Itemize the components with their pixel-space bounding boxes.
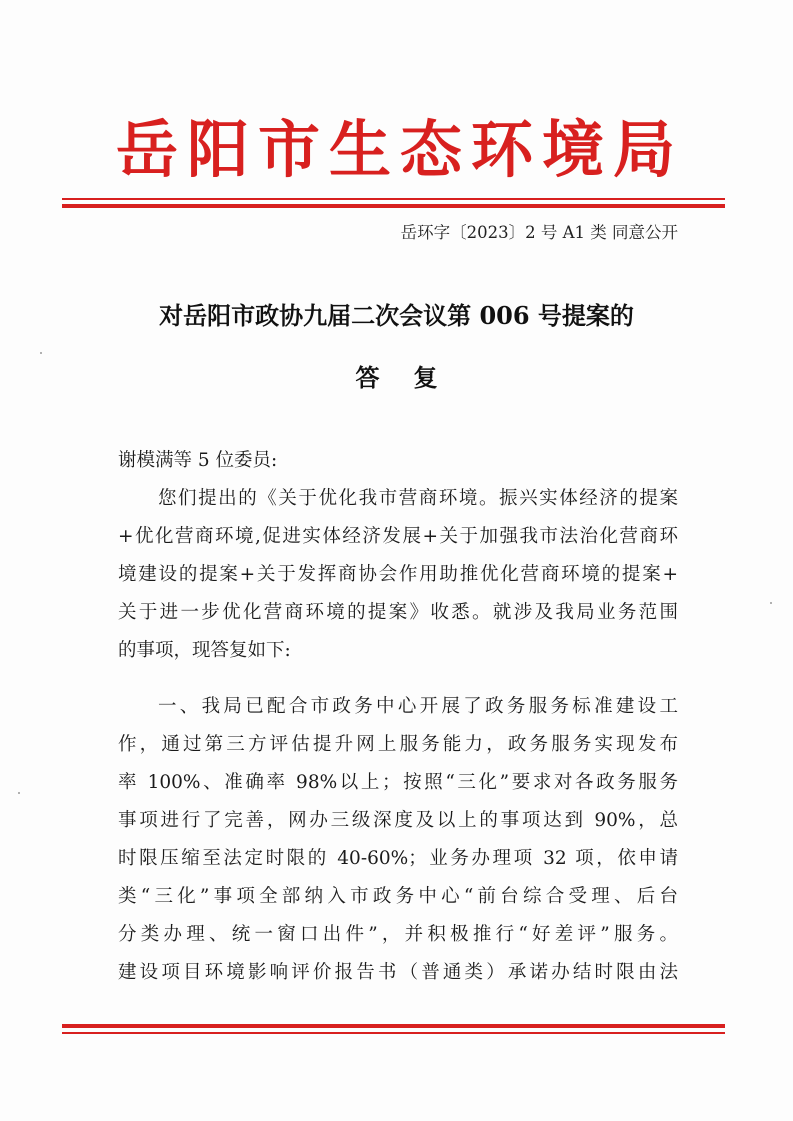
paragraph-1-line: 境建设的提案+关于发挥商协会作用助推优化营商环境的提案+	[118, 564, 678, 585]
paragraph-2-line: 事项进行了完善，网办三级深度及以上的事项达到 90%，总	[118, 810, 678, 831]
document-number: 岳环字〔2023〕2 号 A1 类 同意公开	[400, 223, 678, 242]
letterhead-agency-name: 岳阳市生态环境局	[115, 113, 684, 186]
paragraph-2-line: 建设项目环境影响评价报告书（普通类）承诺办结时限由法	[118, 962, 678, 983]
document-title-line-2: 答复	[355, 363, 472, 392]
salutation: 谢模满等 5 位委员:	[118, 450, 278, 471]
paragraph-1-line: 您们提出的《关于优化我市营商环境。振兴实体经济的提案	[158, 488, 678, 509]
paragraph-1-line: 的事项，现答复如下:	[118, 640, 291, 661]
paragraph-2-line: 时限压缩至法定时限的 40-60%；业务办理项 32 项，依申请	[118, 848, 678, 869]
footer-rule-lower	[62, 1032, 725, 1034]
paragraph-2-line: 作，通过第三方评估提升网上服务能力，政务服务实现发布	[118, 734, 678, 755]
scan-speck	[40, 352, 42, 354]
scan-speck	[18, 792, 20, 794]
paragraph-2-line: 率 100%、准确率 98%以上；按照“三化”要求对各政务服务	[118, 772, 678, 793]
paragraph-2-line: 一、我局已配合市政务中心开展了政务服务标准建设工	[158, 696, 678, 717]
paragraph-2-line: 类“三化”事项全部纳入市政务中心“前台综合受理、后台	[118, 886, 678, 907]
paragraph-1-line: +优化营商环境,促进实体经济发展+关于加强我市法治化营商环	[118, 526, 678, 547]
document-title-line-1: 对岳阳市政协九届二次会议第 006 号提案的	[159, 301, 634, 330]
paragraph-2-line: 分类办理、统一窗口出件”，并积极推行“好差评”服务。	[118, 924, 678, 945]
letterhead-rule-upper	[62, 198, 725, 200]
letterhead-rule-lower	[62, 204, 725, 208]
paragraph-1-line: 关于进一步优化营商环境的提案》收悉。就涉及我局业务范围	[118, 602, 678, 623]
footer-rule-upper	[62, 1024, 725, 1028]
scan-speck	[770, 602, 772, 604]
